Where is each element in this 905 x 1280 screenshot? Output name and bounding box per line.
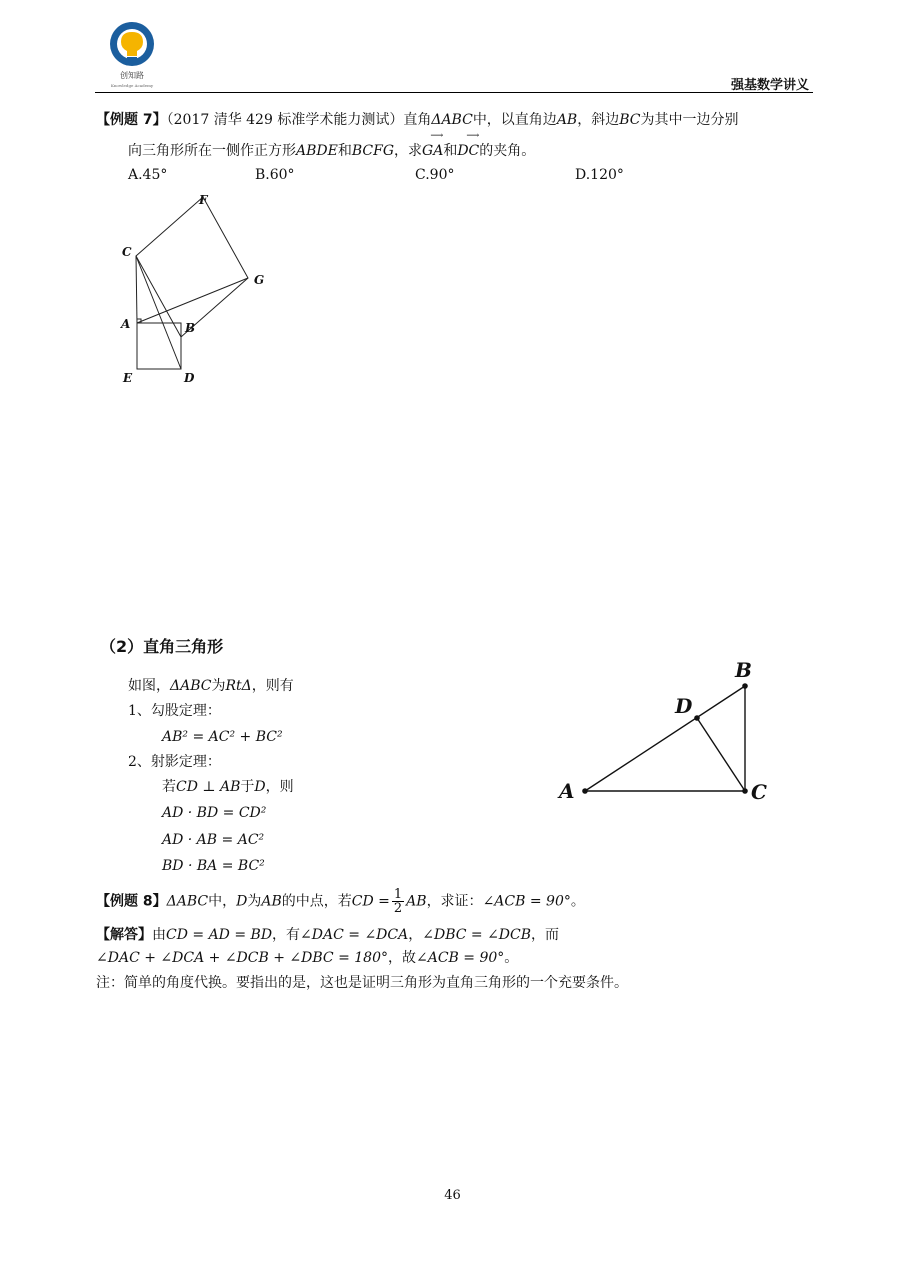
- square-abde: [137, 323, 181, 369]
- math: CD ⊥ AB: [176, 779, 241, 795]
- solution-line1: [96, 925, 559, 945]
- math: CD =: [351, 893, 390, 910]
- math: ABDE: [296, 143, 338, 159]
- segment-cd: [136, 256, 181, 369]
- label-d: D: [675, 694, 693, 718]
- example7-line1: [96, 110, 738, 130]
- text: ，有: [272, 927, 301, 943]
- math: AB: [556, 112, 578, 128]
- label-e: E: [123, 371, 133, 385]
- text: 和: [443, 143, 458, 159]
- text: 和: [337, 143, 352, 159]
- point-c: [742, 788, 748, 794]
- math: ΔABC: [170, 678, 212, 694]
- math: CD = AD = BD: [166, 927, 273, 943]
- label-a: A: [121, 317, 131, 331]
- point-b: [742, 683, 748, 689]
- vector-dc: ⟶ DC: [457, 131, 480, 159]
- segment-ab: [585, 686, 745, 791]
- text: 。: [504, 950, 519, 966]
- math: GA: [422, 143, 444, 159]
- projection-eq1: AD · BD = CD²: [162, 805, 267, 821]
- point-a: [582, 788, 588, 794]
- math: AB: [261, 893, 282, 910]
- example8-line: [96, 888, 585, 915]
- logo-subcaption: Knowledge Academy: [110, 83, 154, 88]
- math: DC: [457, 143, 480, 159]
- label-g: G: [254, 273, 265, 287]
- math: ∠DBC = ∠DCB: [422, 927, 532, 943]
- text: 由: [152, 927, 166, 943]
- text: 中，: [208, 893, 237, 910]
- point-d: [694, 715, 700, 721]
- text: ，则: [265, 779, 294, 795]
- solution-label: 【解答】: [96, 927, 152, 943]
- logo-caption: 创知路: [120, 71, 144, 80]
- section2-intro: [128, 676, 294, 696]
- label-f: F: [199, 193, 208, 207]
- squares-figure: [110, 188, 280, 393]
- text: 向三角形所在一侧作正方形: [128, 143, 296, 159]
- text: 的夹角。: [479, 143, 536, 159]
- fraction-one-half: [392, 888, 404, 915]
- label-b: B: [735, 658, 752, 682]
- square-bcfg: [136, 197, 248, 337]
- text: 若: [162, 779, 176, 795]
- label-a: A: [559, 779, 575, 803]
- example7-line2: [128, 131, 536, 161]
- fraction-numerator: 1: [393, 887, 403, 902]
- math: BC: [619, 112, 641, 128]
- option-c: C.90°: [415, 167, 455, 183]
- label-d: D: [184, 371, 195, 385]
- label-c: C: [751, 780, 767, 804]
- math: D: [254, 779, 266, 795]
- math: ΔABC: [166, 893, 209, 910]
- math: ΔABC: [431, 112, 473, 128]
- item-pythagorean: 1、勾股定理：: [128, 703, 221, 719]
- math: ∠DAC = ∠DCA: [300, 927, 409, 943]
- text: ，: [408, 927, 423, 943]
- example7-label: 【例题 7】: [96, 112, 167, 128]
- option-b: B.60°: [255, 167, 295, 183]
- fraction-denominator: 2: [393, 901, 403, 916]
- solution-note: 注：简单的角度代换。要指出的是，这也是证明三角形为直角三角形的一个充要条件。: [96, 975, 628, 991]
- text: 。: [570, 893, 585, 910]
- text: 的中点，若: [281, 893, 352, 910]
- item-projection: 2、射影定理：: [128, 754, 221, 770]
- option-d: D.120°: [575, 167, 624, 183]
- math: ∠DAC + ∠DCA + ∠DCB + ∠DBC = 180°: [96, 950, 388, 966]
- vector-ga: ⟶ GA: [422, 131, 444, 159]
- option-a: A.45°: [128, 167, 168, 183]
- solution-line2: [96, 948, 518, 968]
- text: 于: [240, 779, 255, 795]
- math: ∠ACB = 90°: [482, 893, 571, 910]
- header-title: 强基数学讲义: [730, 78, 809, 93]
- segment-dc: [697, 718, 745, 791]
- text: ，求证：: [426, 893, 483, 910]
- projection-eq3: BD · BA = BC²: [162, 858, 265, 874]
- math: RtΔ: [225, 678, 252, 694]
- section-title: （2）直角三角形: [100, 637, 224, 656]
- math: BCFG: [351, 143, 395, 159]
- text: 为: [247, 893, 262, 910]
- text: 为: [211, 678, 226, 694]
- math: AB: [406, 893, 427, 910]
- math: ∠ACB = 90°: [415, 950, 505, 966]
- text: 如图，: [128, 678, 170, 694]
- example7-source: （2017 清华 429 标准学术能力测试）: [166, 112, 404, 128]
- text: ，则有: [251, 678, 294, 694]
- text: 中，以直角边: [472, 112, 557, 128]
- header-divider: [95, 92, 813, 93]
- segment-ca: [136, 256, 137, 323]
- text: 直角: [403, 112, 432, 128]
- right-triangle-figure: [555, 655, 785, 810]
- text: ，求: [394, 143, 423, 159]
- text: 为其中一边分别: [640, 112, 739, 128]
- label-b: B: [185, 321, 196, 335]
- logo: [104, 20, 160, 90]
- label-c: C: [122, 245, 132, 259]
- pythagorean-formula: AB² = AC² + BC²: [162, 729, 283, 745]
- text: ，故: [387, 950, 416, 966]
- lightbulb-logo-icon: [104, 20, 160, 90]
- example8-label: 【例题 8】: [96, 893, 167, 910]
- math: D: [236, 893, 248, 910]
- projection-eq2: AD · AB = AC²: [162, 832, 265, 848]
- projection-condition: [162, 777, 294, 797]
- text: ，斜边: [577, 112, 620, 128]
- page-number: 46: [444, 1188, 461, 1203]
- text: ，而: [531, 927, 560, 943]
